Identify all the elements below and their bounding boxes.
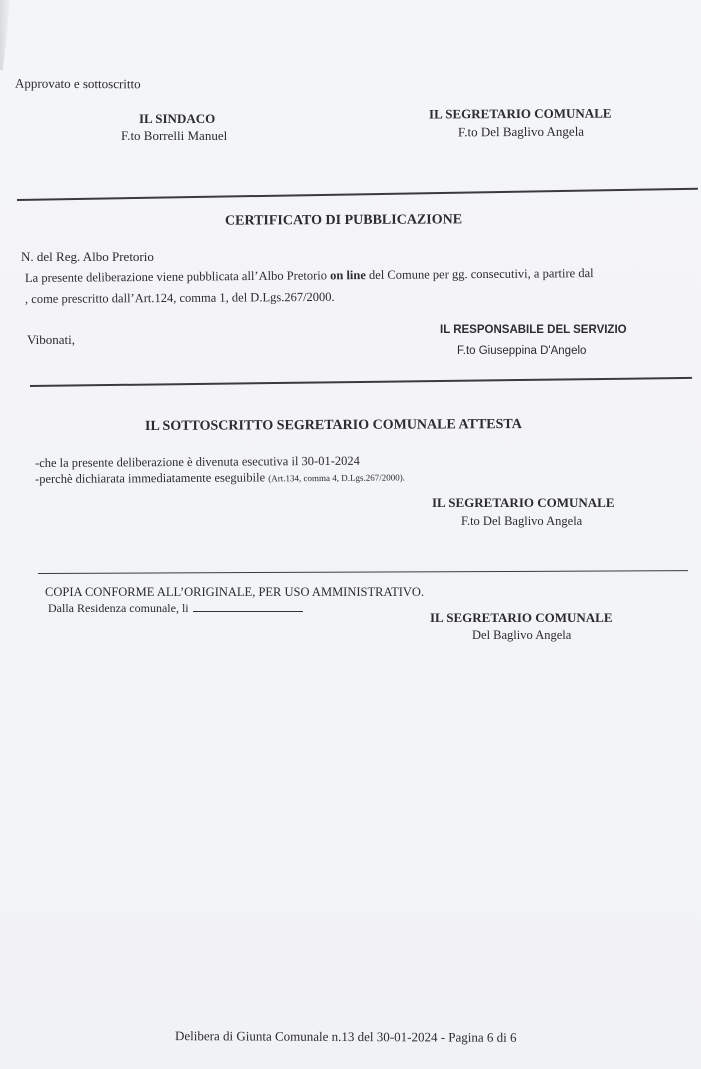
attestation-signer-title: IL SEGRETARIO COMUNALE	[432, 495, 615, 510]
page-footer: Delibera di Giunta Comunale n.13 del 30-01-2024 - Pagina 6 di 6	[174, 1028, 517, 1045]
mayor-title: IL SINDACO	[139, 111, 216, 126]
place-label: Vibonati,	[27, 332, 75, 347]
secretary-title-top: IL SEGRETARIO COMUNALE	[428, 105, 612, 122]
residence-line: Dalla Residenza comunale, li	[48, 600, 303, 616]
attestation-line1: -che la presente deliberazione è divenuta esecutiva il 30-01-2024	[34, 453, 360, 470]
copy-signer-title: IL SEGRETARIO COMUNALE	[430, 610, 613, 625]
mayor-name: F.to Borrelli Manuel	[121, 128, 228, 143]
attestation-signer-name: F.to Del Baglivo Angela	[461, 514, 583, 528]
attestation-line2: -perchè dichiarata immediatamente eseguibile (Art.134, comma 4, D.Lgs.267/2000).	[34, 470, 406, 486]
divider-2	[30, 377, 692, 387]
secretary-name-top: F.to Del Baglivo Angela	[457, 123, 585, 140]
approval-label: Approvato e sottoscritto	[14, 75, 141, 92]
date-blank	[193, 600, 303, 612]
divider-3	[38, 570, 688, 574]
page-fold	[0, 0, 10, 70]
certificate-body-line2: , come prescritto dall’Art.124, comma 1, del D.Lgs.267/2000.	[24, 289, 335, 306]
divider-1	[17, 188, 698, 201]
attestation-title: IL SOTTOSCRITTO SEGRETARIO COMUNALE ATTESTA	[144, 417, 522, 434]
copy-signer-name: Del Baglivo Angela	[472, 628, 572, 642]
certificate-title: CERTIFICATO DI PUBBLICAZIONE	[224, 212, 463, 229]
responsible-title: IL RESPONSABILE DEL SERVIZIO	[440, 324, 627, 336]
copy-title: COPIA CONFORME ALL’ORIGINALE, PER USO AMMINISTRATIVO.	[45, 585, 425, 599]
responsible-name: F.to Giuseppina D'Angelo	[457, 345, 587, 357]
certificate-body-line1: La presente deliberazione viene pubblicata all’Albo Pretorio on line del Comune per gg. consecutivi, a partire dal	[24, 266, 594, 285]
register-number: N. del Reg. Albo Pretorio	[21, 249, 154, 264]
